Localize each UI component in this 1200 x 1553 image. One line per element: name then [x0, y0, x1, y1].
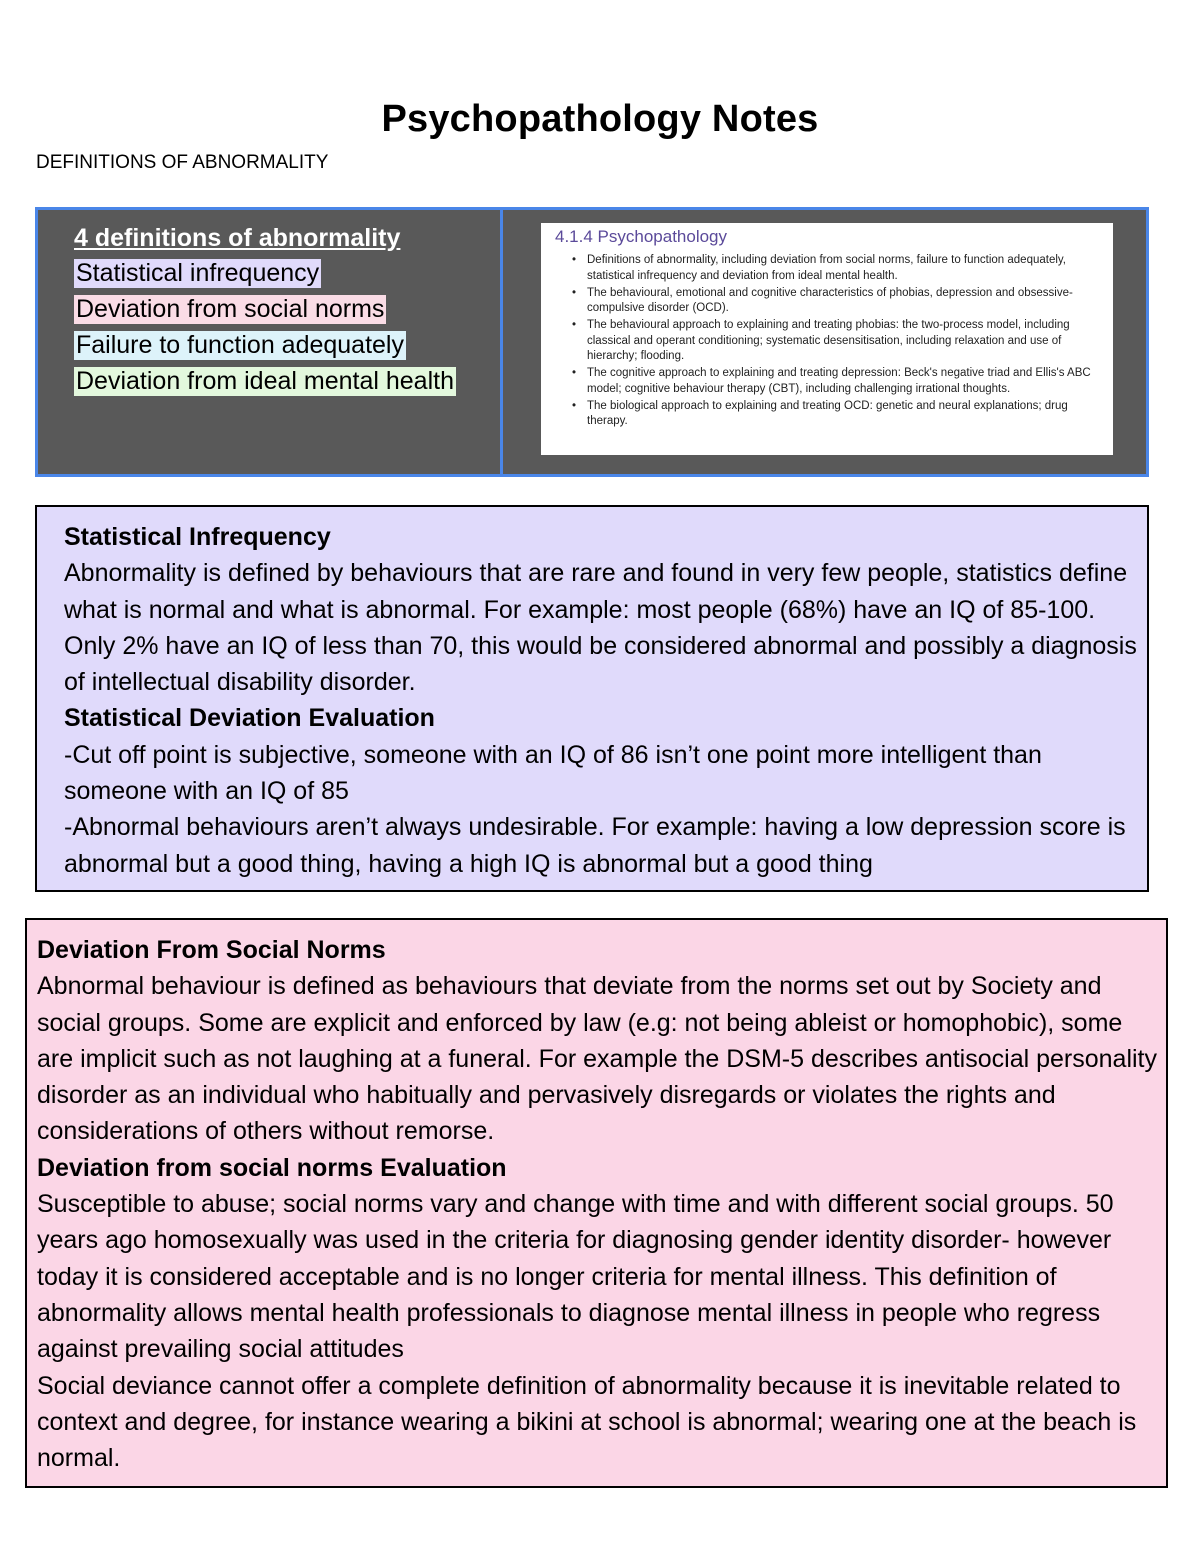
definition-item-social-norms: Deviation from social norms [76, 295, 385, 323]
definitions-title: 4 definitions of abnormality [74, 224, 401, 252]
statistical-eval-heading: Statistical Deviation Evaluation [64, 704, 435, 733]
definition-item-ideal-mental-health: Deviation from ideal mental health [76, 367, 454, 395]
statistical-heading: Statistical Infrequency [64, 523, 331, 551]
spec-title: 4.1.4 Psychopathology [555, 227, 728, 246]
definition-item-statistical: Statistical infrequency [76, 259, 320, 287]
spec-image-cell [503, 210, 1146, 474]
social-eval-point: Susceptible to abuse; social norms vary and change with time and with different social groups. 50 years ago homosexually was used in the criteria for diagnosing gender identity disorder- however today it is considered acceptable and is no longer criteria for mental illness. This definition of abnormality allows mental health professionals to diagnose mental illness in people who regress against prevailing social attitudes [37, 1190, 1114, 1364]
definition-item-failure-to-function: Failure to function adequately [76, 331, 404, 359]
social-eval-point: Social deviance cannot offer a complete definition of abnormality because it is inevitable related to context and degree, for instance wearing a bikini at school is abnormal; wearing one at the beach is normal. [37, 1371, 1137, 1473]
social-text: Abnormal behaviour is defined as behaviours that deviate from the norms set out by Society and social groups. Some are explicit and enforced by law (e.g: not being ableist or homophobic), some are implicit such as not laughing at a funeral. For example the DSM-5 describes antisocial personality disorder as an individual who habitually and pervasively disregards or violates the rights and considerations of others without remorse. [37, 972, 1157, 1146]
spec-bullet: • The cognitive approach to explaining and treating depression: Beck's negative triad and Ellis's ABC model; cognitive behaviour therapy (CBT), including challenging irrational thoughts. [587, 366, 1101, 397]
spec-bullet: • The biological approach to explaining and treating OCD: genetic and neural explanations; drug therapy. [587, 399, 1101, 430]
spec-bullet: • The behavioural, emotional and cognitive characteristics of phobias, depression and obsessive-compulsive disorder (OCD). [587, 286, 1101, 317]
spec-screenshot [541, 223, 1113, 455]
definitions-list-cell [38, 210, 503, 474]
social-heading: Deviation From Social Norms [37, 936, 386, 964]
social-norms-box [25, 918, 1168, 1488]
statistical-infrequency-box [35, 505, 1149, 892]
definitions-table [35, 207, 1149, 477]
page-title: Psychopathology Notes [381, 98, 819, 140]
statistical-eval-point: -Abnormal behaviours aren’t always undesirable. For example: having a low depression score is abnormal but a good thing, having a high IQ is abnormal but a good thing [64, 813, 1126, 878]
section-heading: DEFINITIONS OF ABNORMALITY [36, 152, 329, 173]
spec-bullet-list [555, 253, 1101, 430]
social-eval-heading: Deviation from social norms Evaluation [37, 1153, 507, 1182]
spec-bullet: • Definitions of abnormality, including deviation from social norms, failure to function adequately, statistical infrequency and deviation from ideal mental health. [587, 253, 1101, 284]
statistical-eval-point: -Cut off point is subjective, someone with an IQ of 86 isn’t one point more intelligent than someone with an IQ of 85 [64, 740, 1042, 806]
statistical-text: Abnormality is defined by behaviours that are rare and found in very few people, statistics define what is normal and what is abnormal. For example: most people (68%) have an IQ of 85-100. Only 2% have an IQ of less than 70, this would be considered abnormal and possibly a diagnosis of intellectual disability disorder. [64, 559, 1137, 697]
spec-bullet: • The behavioural approach to explaining and treating phobias: the two-process model, including classical and operant conditioning; systematic desensitisation, including relaxation and use of hierarchy; flooding. [587, 318, 1101, 365]
